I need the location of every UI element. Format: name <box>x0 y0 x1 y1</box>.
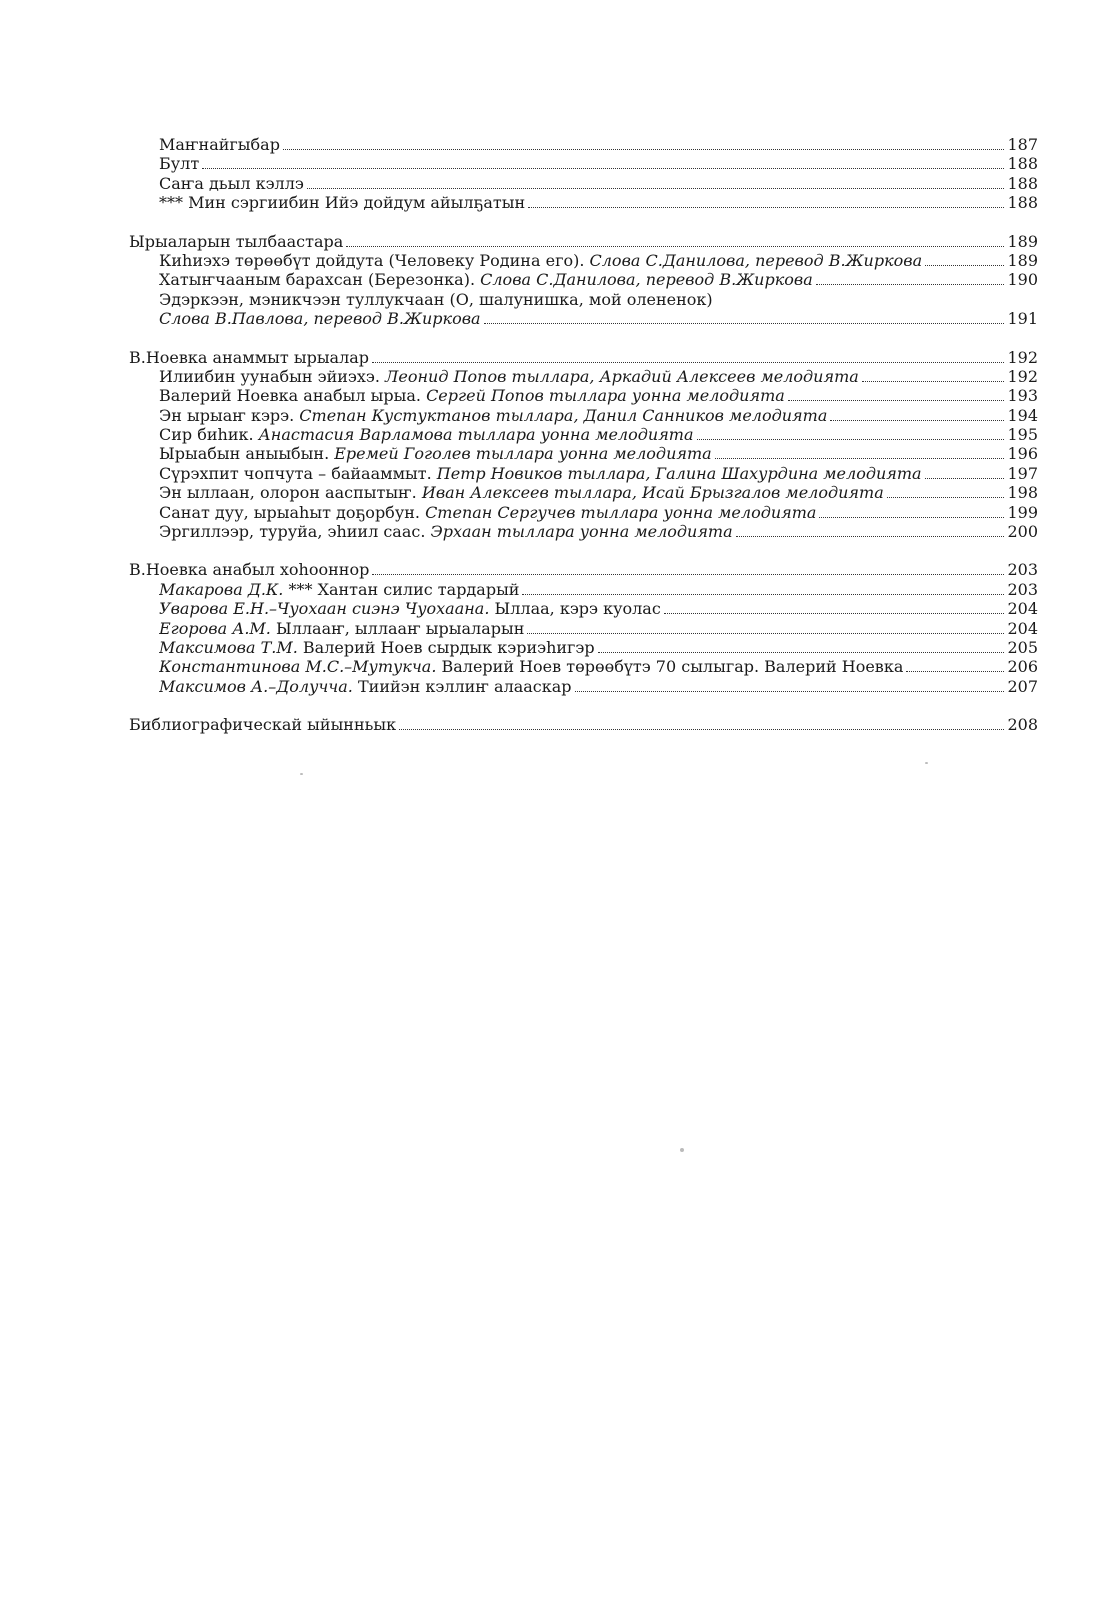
entry-text <box>129 232 343 251</box>
entry-author: Степан Сергучев тыллара уонна мелодията <box>425 502 817 522</box>
entry-title: *** Хантан силис тардарый <box>283 579 520 599</box>
entry-author: Максимов А.–Долучча. <box>159 676 353 696</box>
entry-author: Уварова Е.Н.–Чуохаан сиэнэ Чуохаана. <box>159 599 490 619</box>
entry-author: Егорова А.М. <box>159 618 271 638</box>
entry-text <box>159 619 524 638</box>
entry-text <box>159 464 922 483</box>
toc-entry[interactable] <box>129 638 1038 657</box>
page-number: 206 <box>1007 657 1038 677</box>
page-number: 207 <box>1007 676 1038 696</box>
entry-author: Сергей Попов тыллара уонна мелодията <box>426 386 785 406</box>
entry-title: Библиографическай ыйынньык <box>129 715 397 735</box>
dot-leader <box>283 146 1005 150</box>
entry-title: Хатыҥчааным барахсан (Березонка). <box>159 270 481 290</box>
entry-author: Максимова Т.М. <box>159 637 298 657</box>
toc-entry[interactable] <box>129 406 1038 425</box>
toc-entry[interactable] <box>129 503 1038 522</box>
page-number: 208 <box>1007 715 1038 735</box>
page-number: 190 <box>1007 270 1038 290</box>
toc-entry[interactable] <box>129 444 1038 463</box>
toc-entry[interactable] <box>129 309 1038 328</box>
dot-leader <box>862 378 1005 382</box>
entry-title: Эргиллээр, туруйа, эһиил саас. <box>159 522 431 542</box>
entry-text <box>129 715 396 734</box>
dot-leader <box>816 281 1005 285</box>
entry-text <box>159 406 827 425</box>
entry-text <box>159 386 785 405</box>
page-number: 191 <box>1007 309 1038 329</box>
entry-title: Валерий Ноев сырдык кэриэһигэр <box>297 637 595 657</box>
page-number: 203 <box>1007 560 1038 580</box>
entry-author: Константинова М.С.–Мутукча. <box>159 657 437 677</box>
toc-entry[interactable] <box>129 193 1038 212</box>
toc-section <box>129 715 1038 734</box>
entry-title: Эдэркээн, мэникчээн туллукчаан (О, шалунишка, мой олененок) <box>159 289 713 309</box>
page-number: 198 <box>1007 483 1038 503</box>
entry-author: Макарова Д.К. <box>159 579 284 599</box>
entry-text <box>159 599 661 618</box>
page-number: 204 <box>1007 599 1038 619</box>
dot-leader <box>372 571 1004 575</box>
toc-entry[interactable] <box>129 251 1038 270</box>
toc-entry[interactable] <box>129 599 1038 618</box>
entry-author: Петр Новиков тыллара, Галина Шахурдина мелодията <box>436 463 922 483</box>
entry-text <box>159 154 199 173</box>
entry-text <box>159 444 712 463</box>
entry-title: Ыллааҥ, ыллааҥ ырыаларын <box>270 618 525 638</box>
dot-leader <box>788 397 1005 401</box>
entry-author: Иван Алексеев тыллара, Исай Брызгалов мелодията <box>421 483 884 503</box>
toc-entry[interactable] <box>129 464 1038 483</box>
dot-leader <box>484 320 1005 324</box>
toc-entry[interactable] <box>129 483 1038 502</box>
page-number: 194 <box>1007 405 1038 425</box>
entry-author: Слова С.Данилова, перевод В.Жиркова <box>589 250 923 270</box>
dot-leader <box>399 726 1004 730</box>
dot-leader <box>887 494 1005 498</box>
entry-text <box>159 174 304 193</box>
page-number: 188 <box>1007 173 1038 193</box>
toc-entry[interactable] <box>129 522 1038 541</box>
page-number: 188 <box>1007 154 1038 174</box>
dot-leader <box>307 185 1005 189</box>
toc-entry[interactable] <box>129 619 1038 638</box>
toc-entry[interactable] <box>129 580 1038 599</box>
dot-leader <box>830 417 1004 421</box>
entry-author: Эрхаан тыллара уонна мелодията <box>430 522 733 542</box>
page-number: 203 <box>1007 579 1038 599</box>
toc-entry[interactable] <box>129 135 1038 154</box>
page-number: 192 <box>1007 347 1038 367</box>
entry-title: Ыллаа, кэрэ куолас <box>489 599 661 619</box>
entry-title: Эн ырыаҥ кэрэ. <box>159 405 300 425</box>
entry-title: Санат дуу, ырыаһыт доҕорбун. <box>159 502 426 522</box>
entry-text <box>159 193 525 212</box>
entry-title: В.Ноевка анаммыт ырыалар <box>129 347 370 367</box>
dot-leader <box>715 455 1005 459</box>
toc-entry[interactable] <box>129 425 1038 444</box>
entry-text <box>159 638 595 657</box>
entry-text <box>159 677 572 696</box>
toc-entry[interactable] <box>129 367 1038 386</box>
toc-heading[interactable] <box>129 715 1038 734</box>
dot-leader <box>575 688 1005 692</box>
entry-author: Анастасия Варламова тыллара уонна мелодията <box>258 425 694 445</box>
page-number: 195 <box>1007 425 1038 445</box>
entry-title: Валерий Ноев төрөөбүтэ 70 сылыгар. Валерий Ноевка <box>436 657 904 677</box>
entry-title: Булт <box>159 154 200 174</box>
toc-entry[interactable] <box>129 174 1038 193</box>
toc-entry[interactable] <box>129 677 1038 696</box>
toc-section <box>129 232 1038 329</box>
entry-title: Тиийэн кэллиҥ алааскар <box>352 676 572 696</box>
entry-text <box>159 309 481 328</box>
entry-text <box>159 657 903 676</box>
entry-text <box>159 522 733 541</box>
entry-title: Маҥнайгыбар <box>159 135 280 154</box>
toc-entry[interactable] <box>129 154 1038 173</box>
dot-leader <box>925 475 1005 479</box>
table-of-contents <box>129 135 1038 754</box>
toc-entry[interactable] <box>129 290 1038 309</box>
entry-title: Эн ыллаан, олорон ааспытыҥ. <box>159 483 422 503</box>
scan-speck <box>300 773 303 775</box>
dot-leader <box>522 591 1004 595</box>
dot-leader <box>906 668 1004 672</box>
toc-heading[interactable] <box>129 560 1038 579</box>
page-number: 189 <box>1007 231 1038 251</box>
entry-title: Киһиэхэ төрөөбүт дойдута (Человеку Родина его). <box>159 250 590 270</box>
dot-leader <box>925 262 1004 266</box>
entry-title: Ырыаларын тылбаастара <box>129 231 344 251</box>
entry-author: Слова С.Данилова, перевод В.Жиркова <box>480 270 813 290</box>
dot-leader <box>527 630 1004 634</box>
dot-leader <box>819 514 1004 518</box>
toc-entry[interactable] <box>129 657 1038 676</box>
entry-text <box>159 425 694 444</box>
entry-author: Еремей Гоголев тыллара уонна мелодията <box>334 444 712 464</box>
entry-text <box>159 270 813 289</box>
entry-title: Ырыабын аныыбын. <box>159 444 335 464</box>
entry-title: В.Ноевка анабыл хоһооннор <box>129 560 370 580</box>
entry-text <box>159 367 859 386</box>
dot-leader <box>598 649 1005 653</box>
toc-heading[interactable] <box>129 232 1038 251</box>
dot-leader <box>202 165 1004 169</box>
toc-entry[interactable] <box>129 270 1038 289</box>
entry-text <box>159 503 816 522</box>
dot-leader <box>664 610 1005 614</box>
entry-text <box>129 560 369 579</box>
page-number: 196 <box>1007 444 1038 464</box>
scan-speck <box>680 1148 684 1152</box>
page-number: 200 <box>1007 522 1038 542</box>
scan-speck <box>925 762 928 764</box>
dot-leader <box>697 436 1005 440</box>
page-number: 199 <box>1007 502 1038 522</box>
entry-text <box>159 290 713 309</box>
page-number: 193 <box>1007 386 1038 406</box>
page-number: 205 <box>1007 637 1038 657</box>
entry-author: Леонид Попов тыллара, Аркадий Алексеев мелодията <box>385 366 859 386</box>
dot-leader <box>528 204 1004 208</box>
entry-text <box>129 348 369 367</box>
page-number: 204 <box>1007 618 1038 638</box>
entry-title: Илиибин уунабын эйиэхэ. <box>159 366 386 386</box>
page-number: 188 <box>1007 193 1038 213</box>
entry-title: Саҥа дьыл кэллэ <box>159 173 304 193</box>
page-number: 192 <box>1007 366 1038 386</box>
toc-entry[interactable] <box>129 386 1038 405</box>
entry-text <box>159 580 519 599</box>
page-number: 197 <box>1007 463 1038 483</box>
entry-title: Сир биһик. <box>159 425 259 445</box>
entry-author: Слова В.Павлова, перевод В.Жиркова <box>159 309 481 329</box>
page-number: 187 <box>1007 135 1038 154</box>
entry-title: Сүрэхпит чопчута – байааммыт. <box>159 463 437 483</box>
toc-section <box>129 348 1038 542</box>
dot-leader <box>372 359 1004 363</box>
entry-text <box>159 483 884 502</box>
entry-author: Степан Кустуктанов тыллара, Данил Санников мелодията <box>299 405 828 425</box>
entry-title: *** Мин сэргиибин Ийэ дойдум айылҕатын <box>159 193 526 213</box>
page-number: 189 <box>1007 250 1038 270</box>
toc-section <box>129 560 1038 696</box>
entry-text <box>159 135 280 154</box>
toc-heading[interactable] <box>129 348 1038 367</box>
dot-leader <box>346 243 1004 247</box>
toc-section <box>129 135 1038 213</box>
entry-title: Валерий Ноевка анабыл ырыа. <box>159 386 427 406</box>
dot-leader <box>736 533 1005 537</box>
entry-text <box>159 251 922 270</box>
